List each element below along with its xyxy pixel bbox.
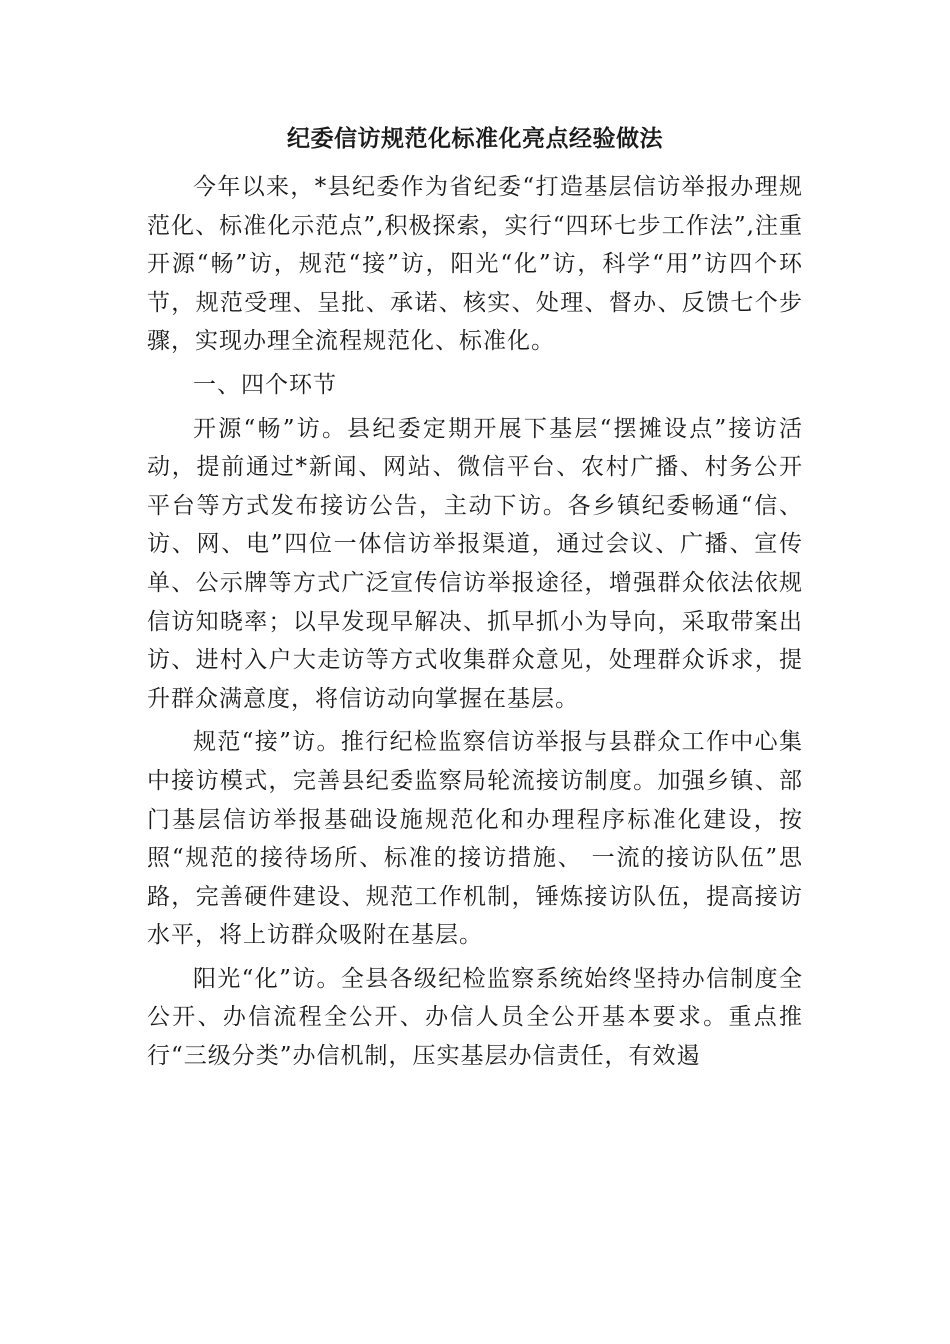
document-title: 纪委信访规范化标准化亮点经验做法 (287, 126, 663, 152)
paragraph-yangguang: 阳光“化”访。全县各级纪检监察系统始终坚持办信制度全公开、办信流程全公开、办信人员全公开基本要求。重点推行“三级分类”办信机制，压实基层办信责任，有效遏 (147, 965, 803, 1070)
section-heading: 一、四个环节 (193, 371, 337, 398)
intro-paragraph: 今年以来，*县纪委作为省纪委“打造基层信访举报办理规范化、标准化示范点”,积极探索，实行“四环七步工作法”,注重开源“畅”访，规范“接”访，阳光“化”访，科学“用”访四个环节，规范受理、呈批、承诺、核实、处理、督办、反馈七个步骤，实现办理全流程规范化、标准化。 (147, 174, 803, 355)
paragraph-guifan: 规范“接”访。推行纪检监察信访举报与县群众工作中心集中接访模式，完善县纪委监察局轮流接访制度。加强乡镇、部门基层信访举报基础设施规范化和办理程序标准化建设，按照“规范的接待场所、标准的接访措施、 一流的接访队伍”思路，完善硬件建设、规范工作机制，锤炼接访队伍，提高接访水平，将上访群众吸附在基层。 (147, 729, 803, 949)
document-body (147, 168, 803, 1081)
paragraph-kaiyuan: 开源“畅”访。县纪委定期开展下基层“摆摊设点”接访活动，提前通过*新闻、网站、微信平台、农村广播、村务公开平台等方式发布接访公告，主动下访。各乡镇纪委畅通“信、访、网、电”四位一体信访举报渠道，通过会议、广播、宣传单、公示牌等方式广泛宣传信访举报途径，增强群众依法依规信访知晓率；以早发现早解决、抓早抓小为导向，采取带案出访、进村入户大走访等方式收集群众意见，处理群众诉求，提升群众满意度，将信访动向掌握在基层。 (147, 415, 803, 712)
